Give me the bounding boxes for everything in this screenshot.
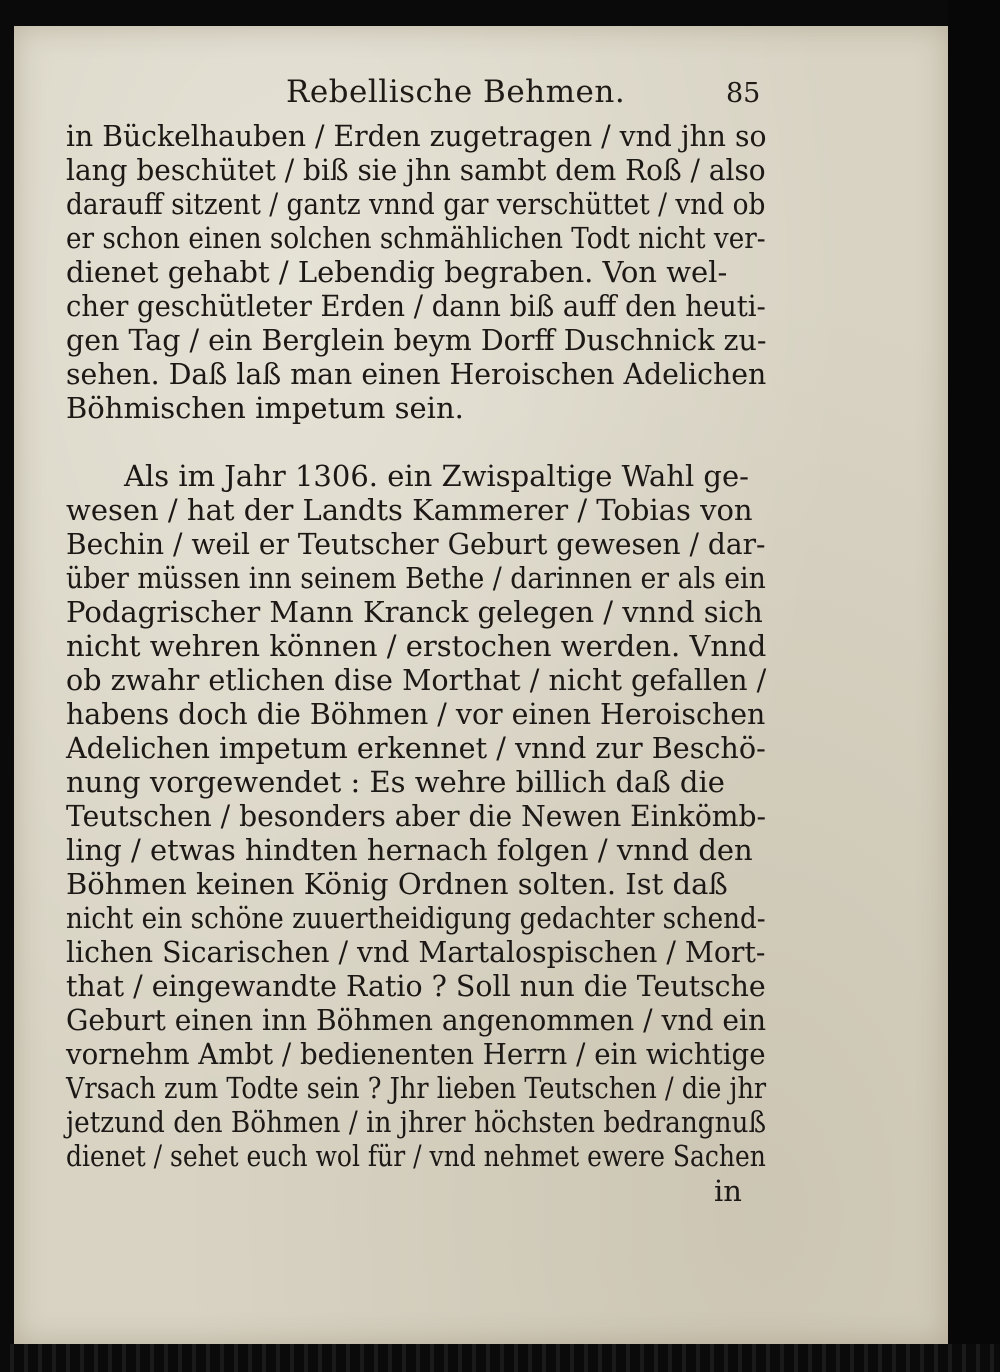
text-line: darauff sitzent / gantz vnnd gar verschüttet / vnd ob (66, 187, 766, 221)
text-line: Geburt einen inn Böhmen angenommen / vnd ein (66, 1003, 767, 1037)
text-line: Bechin / weil er Teutscher Geburt gewesen / dar- (66, 527, 766, 561)
text-line: dienet gehabt / Lebendig begraben. Von wel- (66, 255, 728, 289)
page-number: 85 (726, 78, 761, 109)
text-line: Teutschen / besonders aber die Newen Einkömb- (66, 799, 766, 833)
text-line: wesen / hat der Landts Kammerer / Tobias von (66, 493, 753, 527)
scan-bottom-edge (0, 1344, 1000, 1372)
text-line: jetzund den Böhmen / in jhrer höchsten bedrangnuß (66, 1105, 767, 1139)
text-line: lichen Sicarischen / vnd Martalospischen / Mort- (66, 935, 766, 969)
page-header (14, 70, 948, 118)
text-line: habens doch die Böhmen / vor einen Heroischen (66, 697, 766, 731)
text-line: lang beschütet / biß sie jhn sambt dem Roß / also (66, 153, 766, 187)
text-line: cher geschütleter Erden / dann biß auff den heuti- (66, 289, 766, 323)
paragraph-first-line: Als im Jahr 1306. ein Zwispaltige Wahl ge- (124, 459, 749, 493)
text-line: Podagrischer Mann Kranck gelegen / vnnd sich (66, 595, 763, 629)
text-line: Böhmen keinen König Ordnen solten. Ist daß (66, 867, 728, 901)
text-line: Böhmischen impetum sein. (66, 391, 464, 425)
text-line: sehen. Daß laß man einen Heroischen Adelichen (66, 357, 767, 391)
text-line: vornehm Ambt / bedienenten Herrn / ein wichtige (66, 1037, 766, 1071)
text-line: Vrsach zum Todte sein ? Jhr lieben Teutschen / die jhr (66, 1071, 767, 1105)
text-line: in Bückelhauben / Erden zugetragen / vnd jhn so (66, 119, 767, 153)
running-title: Rebellische Behmen. (286, 74, 626, 110)
catchword: in (714, 1174, 742, 1208)
text-line: nung vorgewendet : Es wehre billich daß die (66, 765, 725, 799)
text-line: dienet / sehet euch wol für / vnd nehmet ewere Sachen (66, 1139, 766, 1173)
text-line: ob zwahr etlichen dise Morthat / nicht gefallen / (66, 663, 767, 697)
text-line: gen Tag / ein Berglein beym Dorff Duschnick zu- (66, 323, 767, 357)
text-line: nicht ein schöne zuuertheidigung gedachter schend- (66, 901, 766, 935)
book-page (14, 26, 948, 1344)
text-line: ling / etwas hindten hernach folgen / vnnd den (66, 833, 753, 867)
text-line: nicht wehren können / erstochen werden. Vnnd (66, 629, 767, 663)
scan-background-edge (948, 0, 1000, 1372)
text-line: Adelichen impetum erkennet / vnnd zur Beschö- (66, 731, 766, 765)
text-line: er schon einen solchen schmählichen Todt nicht ver- (66, 221, 766, 255)
text-line: that / eingewandte Ratio ? Soll nun die Teutsche (66, 969, 766, 1003)
text-line: über müssen inn seinem Bethe / darinnen er als ein (66, 561, 766, 595)
